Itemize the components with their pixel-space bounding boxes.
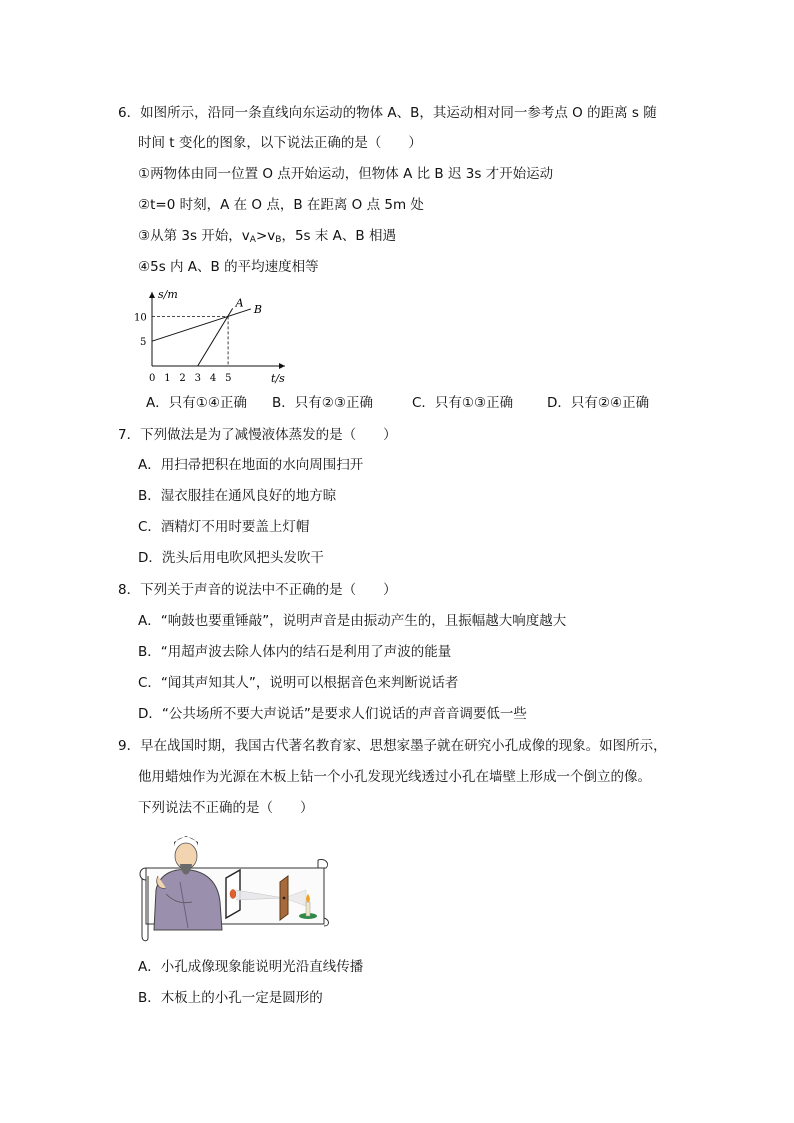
q6-statement-3 bbox=[138, 227, 396, 249]
q7-option-a: A．用扫帚把积在地面的水向周围扫开 bbox=[138, 457, 364, 473]
q9-stem-line1: 9．早在战国时期，我国古代著名教育家、思想家墨子就在研究小孔成像的现象。如图所示， bbox=[118, 738, 667, 754]
q7-stem: 7．下列做法是为了减慢液体蒸发的是（ ） bbox=[118, 427, 397, 443]
x-tick-label-3: 3 bbox=[194, 373, 202, 384]
q6-option-b: B．只有②③正确 bbox=[272, 395, 373, 411]
q6-option-d: D．只有②④正确 bbox=[547, 395, 650, 411]
q6-s3-mid: >v bbox=[255, 228, 276, 244]
q9-stem-line2: 他用蜡烛作为光源在木板上钻一个小孔发现光线透过小孔在墙壁上形成一个倒立的像。 bbox=[138, 769, 651, 785]
x-axis-label: t/s bbox=[271, 372, 285, 385]
q6-s3-pre: ③从第 3s 开始，v bbox=[138, 228, 250, 244]
q8-option-a: A．“响鼓也要重锤敲”，说明声音是由振动产生的，且振幅越大响度越大 bbox=[138, 613, 567, 629]
q8-option-b: B．“用超声波去除人体内的结石是利用了声波的能量 bbox=[138, 644, 452, 660]
q6-option-a: A．只有①④正确 bbox=[146, 395, 247, 411]
x-axis-arrow bbox=[279, 363, 285, 369]
q6-s3-sub-b: B bbox=[275, 235, 282, 245]
st-graph-svg bbox=[134, 284, 300, 392]
st-graph bbox=[134, 284, 300, 392]
q6-option-c: C．只有①③正确 bbox=[412, 395, 514, 411]
q8-option-d: D．“公共场所不要大声说话”是要求人们说话的声音音调要低一些 bbox=[138, 706, 527, 722]
x-tick-label-2: 2 bbox=[179, 373, 186, 384]
x-tick-label-0: 0 bbox=[149, 373, 156, 384]
q8-option-c: C．“闻其声知其人”，说明可以根据音色来判断说话者 bbox=[138, 675, 459, 691]
q9-stem-line3: 下列说法不正确的是（ ） bbox=[138, 800, 314, 816]
q6-statement-2: ②t=0 时刻，A 在 O 点，B 在距离 O 点 5m 处 bbox=[138, 197, 424, 213]
q7-option-d: D．洗头后用电吹风把头发吹干 bbox=[138, 550, 324, 566]
series-label-B: B bbox=[253, 302, 263, 316]
y-axis-label: s/m bbox=[158, 288, 178, 301]
q6-statement-4: ④5s 内 A、B 的平均速度相等 bbox=[138, 259, 319, 275]
q9-option-a: A．小孔成像现象能说明光沿直线传播 bbox=[138, 959, 364, 975]
y-axis-arrow bbox=[149, 292, 155, 298]
mozi-pinhole-illustration bbox=[136, 832, 332, 942]
q6-s3-sub-a: A bbox=[249, 235, 256, 245]
x-tick-label-1: 1 bbox=[164, 373, 171, 384]
q7-option-c: C．酒精灯不用时要盖上灯帽 bbox=[138, 519, 310, 535]
q8-stem: 8．下列关于声音的说法中不正确的是（ ） bbox=[118, 582, 397, 598]
q9-option-b: B．木板上的小孔一定是圆形的 bbox=[138, 990, 323, 1006]
q6-s3-post: ，5s 末 A、B 相遇 bbox=[281, 228, 396, 244]
y-tick-label-5: 5 bbox=[140, 337, 147, 349]
series-line-B bbox=[152, 309, 251, 341]
q6-statement-1: ①两物体由同一位置 O 点开始运动，但物体 A 比 B 迟 3s 才开始运动 bbox=[138, 166, 554, 182]
q6-stem-line1: 6．如图所示，沿同一条直线向东运动的物体 A、B，其运动相对同一参考点 O 的距离 s 随 bbox=[118, 105, 657, 121]
series-label-A: A bbox=[235, 296, 244, 310]
mozi-pinhole-svg bbox=[136, 832, 332, 942]
q6-stem-line2: 时间 t 变化的图象，以下说法正确的是（ ） bbox=[138, 135, 422, 151]
y-tick-label-10: 10 bbox=[134, 312, 147, 324]
q7-option-b: B．湿衣服挂在通风良好的地方晾 bbox=[138, 488, 337, 504]
x-tick-label-4: 4 bbox=[209, 373, 217, 384]
x-tick-label-5: 5 bbox=[225, 373, 232, 384]
